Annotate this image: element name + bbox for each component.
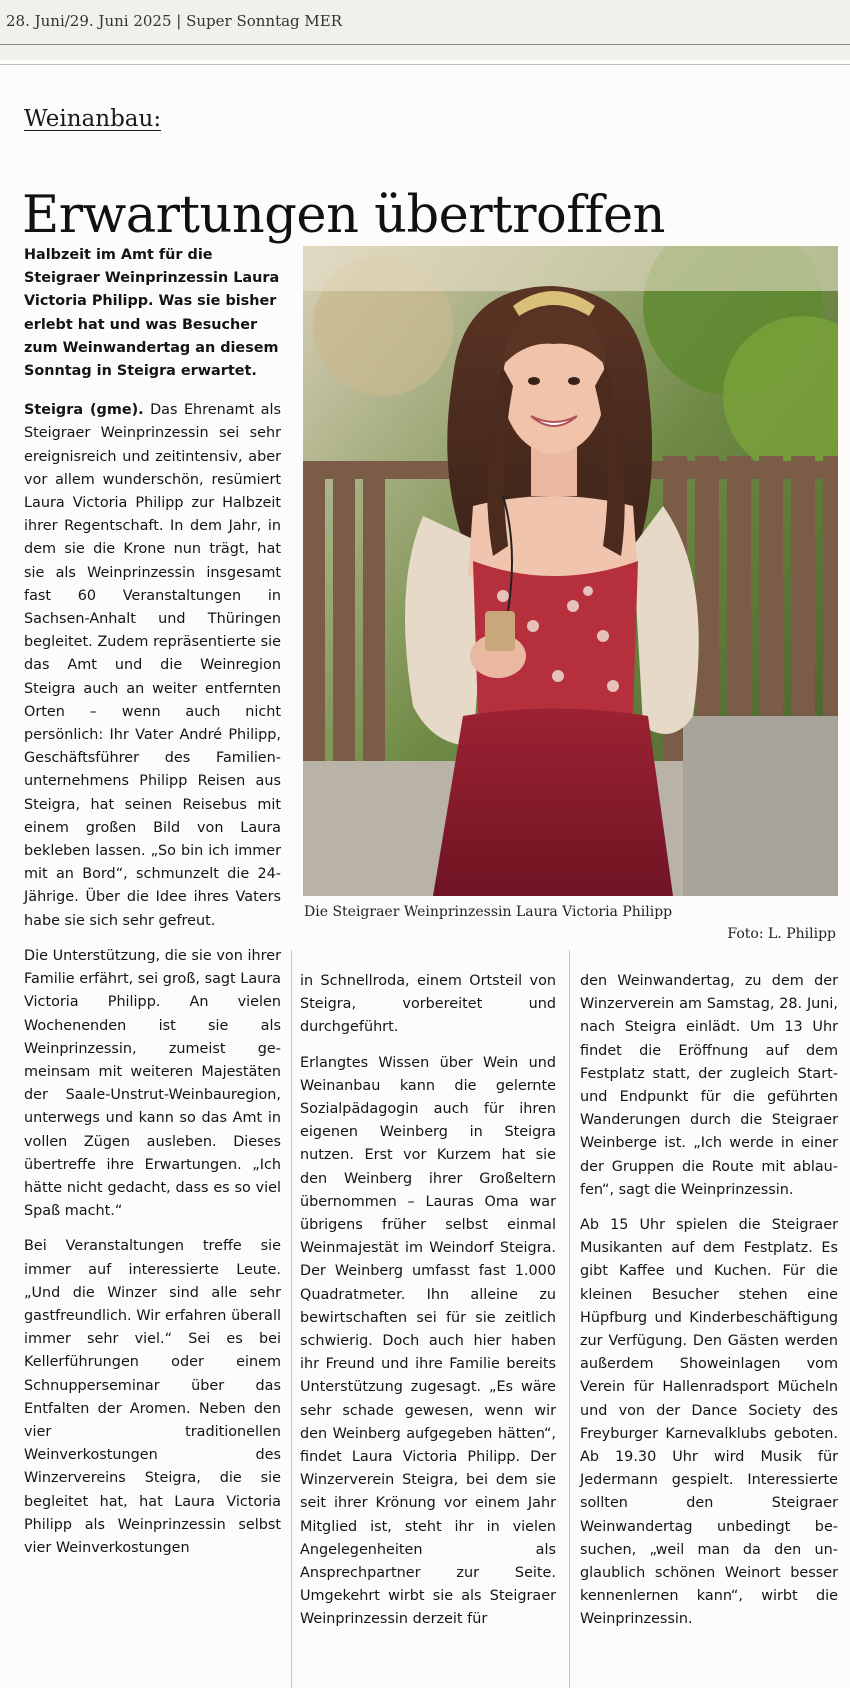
article-kicker: Weinanbau: <box>24 106 162 132</box>
masthead <box>0 8 850 48</box>
article-column-1 <box>24 244 281 1572</box>
paragraph-3: Bei Veranstaltungen treffe sie immer auf interessierte Leute. „Und die Winzer sind alle sehr gastfreundlich. Wir erfahren überall immer sehr viel.“ Sei es bei Kellerführungen oder einem Schnupperseminar über das Entfalten der Aromen. Neben den vier traditionellen Weinverkostungen des Winzervereins Steigra, die sie begleitet hat, hat Laura Victoria Philipp als Weinprinzessin selbst vier Weinverkostungen <box>24 1238 281 1556</box>
photo-credit: Foto: L. Philipp <box>727 926 836 942</box>
paragraph-7: Ab 15 Uhr spielen die Steigraer Musikanten auf dem Festplatz. Es gibt Kaffee und Kuchen. Für die kleinen Besucher stehen eine Hüpfburg und Kinderbeschäftigung zur Verfügung. Den Gästen werden außerdem Showeinlagen vom Verein für Hallenradsport Mücheln und von der Dance Society des Freyburger Karnevalklubs geboten. Ab 19.30 Uhr wird Musik für Jedermann gespielt. Interessierte sollten den Steigraer Weinwandertag unbedingt besuchen, „weil man da den unglaublich schönen Weinort besser kennenlernen kann“, wirbt die Weinprinzessin. <box>580 1217 838 1628</box>
portrait-illustration <box>303 246 838 896</box>
paragraph-5: Erlangtes Wissen über Wein und Weinanbau kann die gelernte Sozialpädagogin auch für ihren eigenen Weinberg in Steigra nutzen. Erst vor Kurzem hat sie den Weinberg ihrer Großeltern übernommen – Lauras Oma war übrigens früher selbst einmal Weinmajestät im Weindorf Steigra. Der Weinberg umfasst fast 1.000 Quadratmeter. Ihn alleine zu bewirtschaften sei für sie zeitlich schwierig. Doch auch hier haben ihr Freund und ihre Familie bereits Unterstützung zugesagt. „Es wäre sehr schade gewesen, wenn wir den Weinberg aufgegeben hätten“, findet Laura Victoria Philipp. Der Winzerverein Steigra, bei dem sie seit ihrer Krönung vor einem Jahr Mitglied ist, steht ihr in vielen Angelegenheiten als Ansprechpartner zur Seite. Umgekehrt wirbt sie als Steigraer Weinprinzessin derzeit für <box>300 1054 556 1628</box>
dateline: 28. Juni/29. Juni 2025 | Super Sonntag MER <box>6 12 343 30</box>
article-headline: Erwartungen übertroffen <box>22 186 666 246</box>
photo-caption: Die Steigraer Weinprinzessin Laura Victoria Philipp <box>304 904 673 920</box>
header-rule <box>0 44 850 45</box>
article-lead: Halbzeit im Amt für die Steigraer Weinprinzessin Laura Victoria Philipp. Was sie bisher erlebt hat und was Besucher zum Weinwandertag an diesem Sonntag in Steigra erwartet. <box>24 247 280 380</box>
paragraph-4: in Schnellroda, einem Ortsteil von Steigra, vorbereitet und durchgeführt. <box>300 973 556 1036</box>
header-rule-secondary <box>0 64 850 65</box>
byline: Steigra (gme). <box>24 402 144 419</box>
column-divider <box>291 950 292 1688</box>
paragraph-1-text: Das Ehrenamt als Steigraer Weinprinzessin sei sehr ereignisreich und zeitintensiv, aber vor allem wunderschön, resümiert Laura Victoria Philipp zur Halbzeit ihrer Regentschaft. In dem Jahr, in dem sie die Krone nun trägt, hat sie als Weinprinzessin insgesamt fast 60 Veranstaltungen in Sachsen-Anhalt und Thüringen begleitet. Zudem repräsentierte sie das Amt und die Weinregion Steigra auch an weiter entfernten Orten – wenn auch nicht persönlich: Ihr Vater André Philipp, Geschäftsführer des Familienunternehmens Philipp Reisen aus Steigra, hat seinen Reisebus mit einem großen Bild von Laura bekleben lassen. „So bin ich immer mit an Bord“, schmunzelt die 24-Jährige. Über die Idee ihres Vaters habe sie sich sehr gefreut. <box>24 402 281 929</box>
article-column-2 <box>300 970 556 1644</box>
paragraph-1 <box>24 399 281 933</box>
paragraph-6: den Weinwandertag, zu dem der Winzerverein am Samstag, 28. Juni, nach Steigra einlädt. Um 13 Uhr findet die Eröffnung auf dem Festplatz statt, der zugleich Start- und Endpunkt für die geführten Wanderungen durch die Steigraer Weinberge ist. „Ich werde in einer der Gruppen die Route mit ablaufen“, sagt die Weinprinzessin. <box>580 973 838 1198</box>
column-divider <box>569 950 570 1688</box>
article-column-3 <box>580 970 838 1644</box>
paragraph-2: Die Unterstützung, die sie von ihrer Familie erfährt, sei groß, sagt Laura Victoria Philipp. An vielen Wochenenden ist sie als Weinprinzessin, zumeist gemeinsam mit weiteren Majestäten der Saale-Unstrut-Weinbauregion, unterwegs und kann so das Amt in vollen Zügen ausleben. Dieses übertreffe ihre Erwartungen. „Ich hätte nicht gedacht, dass es so viel Spaß macht.“ <box>24 947 281 1220</box>
article-photo <box>303 246 838 896</box>
